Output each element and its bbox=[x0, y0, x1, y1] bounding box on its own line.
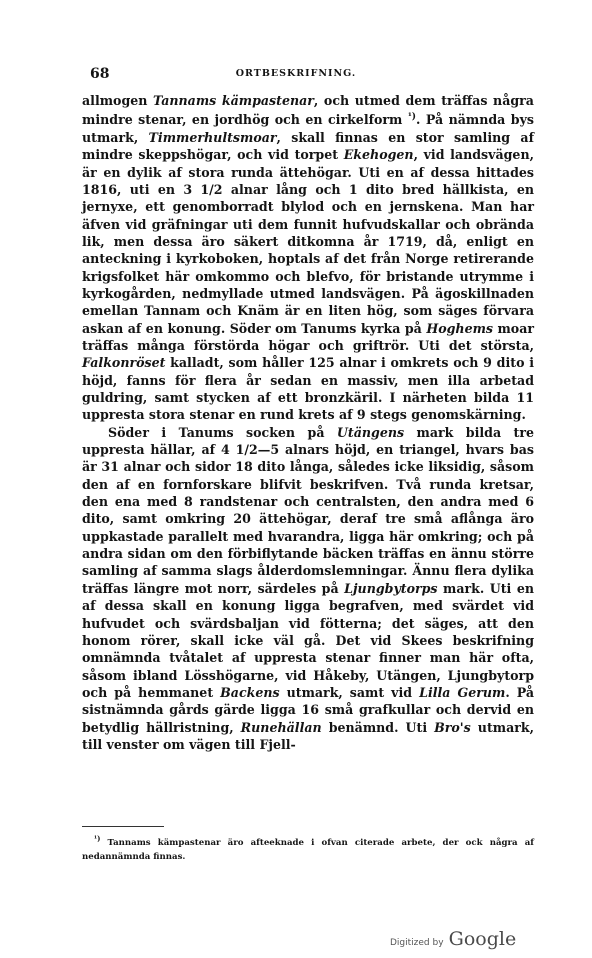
footnote bbox=[82, 832, 534, 864]
text-run: Söder i Tanums socken på bbox=[108, 424, 337, 440]
italic-term: Ekehogen bbox=[343, 147, 414, 163]
italic-term: Utängens bbox=[336, 424, 405, 440]
italic-term: Bro's bbox=[434, 719, 471, 735]
paragraph-2 bbox=[82, 424, 534, 754]
text-run: benämnd. Uti bbox=[321, 719, 435, 735]
google-logo: Google bbox=[448, 928, 517, 950]
paragraph-1 bbox=[82, 92, 534, 424]
text-run: , skall finnas en stor samling af mindre skeppshögar, och vid torpet bbox=[82, 129, 534, 163]
watermark-prefix: Digitized by bbox=[390, 938, 444, 948]
footnote-text: Tannams kämpastenar äro afteeknade i ofvan citerade arbete, der ock några af nedannämnda finnas. bbox=[82, 837, 534, 862]
google-watermark bbox=[390, 928, 516, 950]
italic-term: Tannams kämpastenar bbox=[153, 93, 314, 108]
text-run: moar träffas många förstörda högar och griftrör. Uti det största, bbox=[82, 320, 535, 353]
italic-term: Timmerhultsmoar bbox=[148, 129, 277, 145]
italic-term: Falkonröset bbox=[82, 355, 166, 371]
text-run: . På nämnda bys utmark, bbox=[82, 112, 534, 145]
footnote-ref: ¹) bbox=[407, 112, 417, 123]
text-run: allmogen bbox=[82, 93, 154, 108]
text-run: , och utmed dem träffas några mindre stenar, en jordhög och en cirkelform bbox=[82, 93, 534, 128]
body-text bbox=[82, 92, 534, 753]
italic-term: Ljungbytorps bbox=[344, 580, 438, 596]
text-run: mark bilda tre uppresta hällar, af 4 1/2—5 alnars höjd, en triangel, hvars bas är 31 alnar och sidor 18 dito långa, således icke liksidig, såsom den af en fornforskare blifvit beskrifven. Två runda kretsar, den ena med 8 randstenar och centralsten, den andra med 6 dito, samt omkring 20 ättehögar, deraf tre små aflånga äro uppkastade parallelt med hvarandra, ligga här omkring; och på andra sidan om den förbiflytande bäcken träffas en ännu större samling af samma slags ålderdomslemningar. Ännu flera dylika träffas längre mot norr, särdeles på bbox=[82, 424, 534, 596]
italic-term: Runehällan bbox=[240, 719, 322, 735]
footnote-marker: ¹) bbox=[94, 834, 101, 843]
italic-term: Hoghems bbox=[426, 320, 494, 336]
text-run: . På sistnämnda gårds gärde ligga 16 små grafkullar och dervid en betydlig hällristning, bbox=[82, 684, 535, 735]
italic-term: Backens bbox=[220, 684, 280, 700]
text-run: utmark, samt vid bbox=[279, 684, 420, 700]
text-run: mark. Uti en af dessa skall en konung ligga begrafven, med svärdet vid hufvudet och svärdsbaljan vid fötterna; det säges, att den honom rörer, skall icke väl gå. Det vid Skees beskrifning omnämnda tvåtalet af uppresta stenar finner man här ofta, såsom ibland Lösshögarne, vid Håkeby, Utängen, Ljungbytorp och på hemmanet bbox=[82, 580, 534, 700]
text-run: utmark, till venster om vägen till Fjell- bbox=[82, 719, 534, 752]
page-number: 68 bbox=[90, 66, 110, 82]
text-run: kalladt, som håller 125 alnar i omkrets och 9 dito i höjd, fanns för flera år sedan en massiv, men illa arbetad guldring, samt stycken af ett bronzkäril. I närheten bilda 11 uppresta stora stenar en rund krets af 9 stegs genomskärning. bbox=[82, 355, 534, 423]
italic-term: Lilla Gerum bbox=[419, 684, 506, 700]
footnote-rule bbox=[82, 826, 164, 827]
text-run: , vid landsvägen, är en dylik af stora runda ättehögar. Uti en af dessa hittades 1816, uti en 3 1/2 alnar lång och 1 dito bred hällkista, en jernyxe, ett genomborradt blylod och en jernskena. Man har äfven vid gräfningar uti dem funnit hufvudskallar och obrända lik, men dessa äro säkert ditkomna år 1719, då, enligt en anteckning i kyrkoboken, hoptals af det från Norge retirerande krigsfolket här omkommo och blefvo, för bristande utrymme i kyrkogården, nedmyllade utmed landsvägen. På ägoskillnaden emellan Tannam och Knäm är en liten hög, som säges förvara askan af en konung. Söder om Tanums kyrka på bbox=[82, 147, 534, 336]
running-head: ORTBESKRIFNING. bbox=[235, 68, 357, 79]
